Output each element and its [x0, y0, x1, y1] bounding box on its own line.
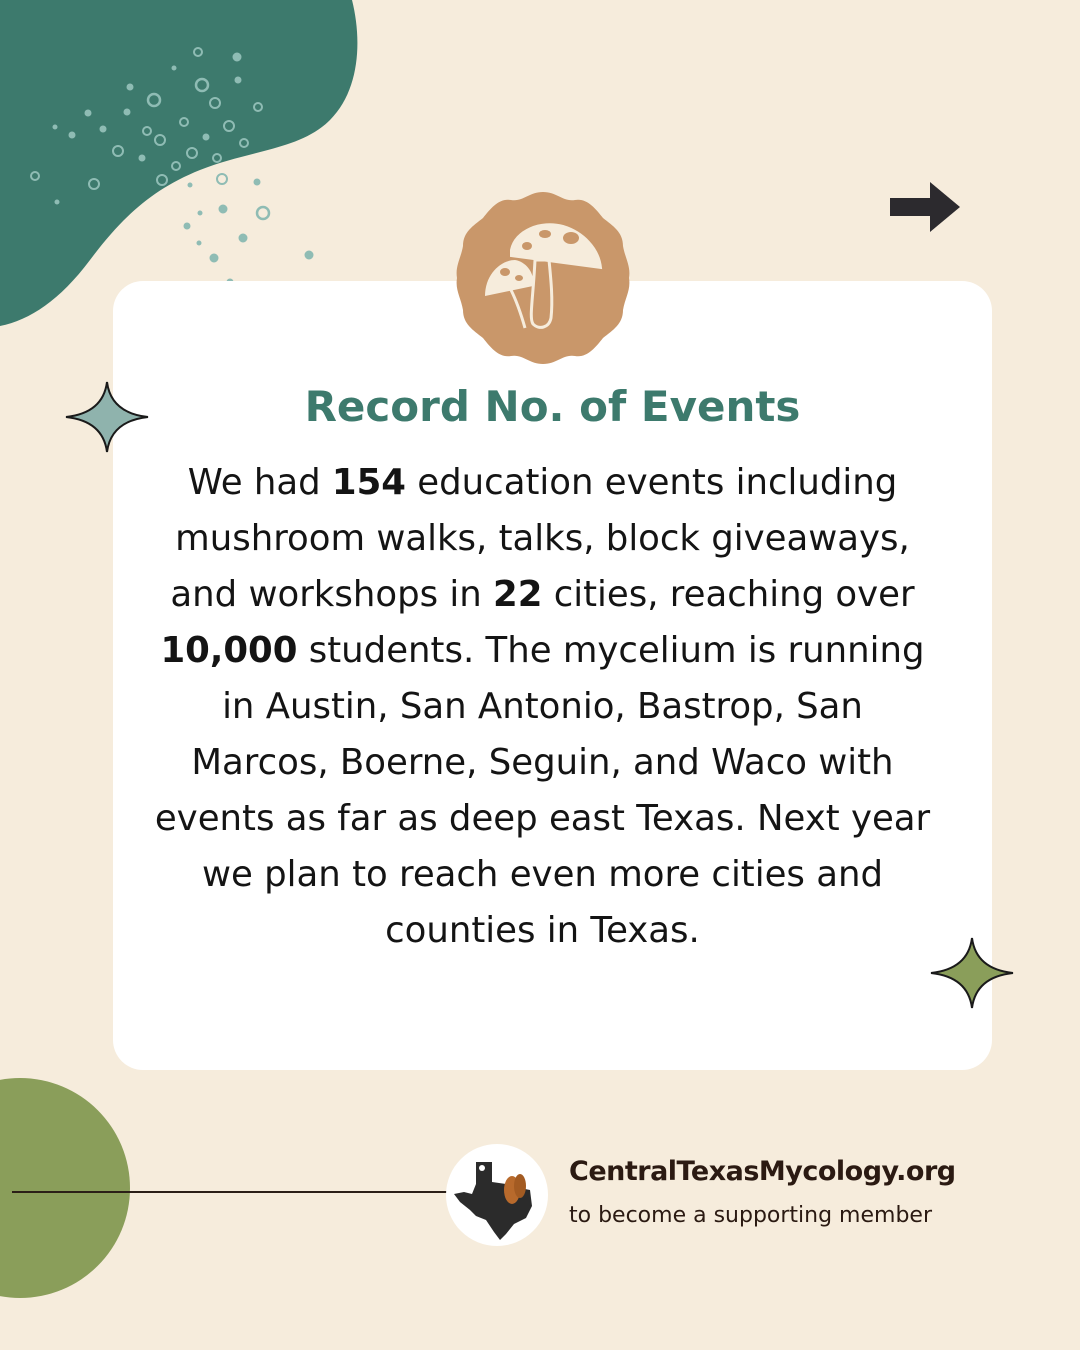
- cities-count: 22: [493, 574, 543, 615]
- card-title: Record No. of Events: [304, 382, 801, 431]
- mushroom-icon: [455, 190, 631, 366]
- students-count: 10,000: [160, 630, 298, 671]
- society-logo[interactable]: [446, 1144, 548, 1246]
- texas-logo-icon: [446, 1144, 548, 1246]
- card-body: [150, 455, 935, 959]
- green-circle: [0, 1078, 130, 1298]
- sparkle-icon: [927, 934, 1017, 1012]
- body-text-1: We had: [187, 462, 332, 503]
- body-text-3: cities, reaching over: [542, 574, 915, 615]
- body-text-2: education events including mushroom walks, talks, block giveaways, and workshops in: [170, 462, 910, 615]
- website-link[interactable]: CentralTexasMycology.org: [569, 1156, 956, 1187]
- arrow-right-icon[interactable]: [886, 178, 964, 236]
- events-count: 154: [331, 462, 407, 503]
- membership-tagline: to become a supporting member: [569, 1203, 932, 1228]
- body-text-4: students. The mycelium is running in Austin, San Antonio, Bastrop, San Marcos, Boerne, Seguin, and Waco with events as far as deep east Texas. Next year we plan to reach even more cities and counties in Texas.: [154, 630, 931, 951]
- footer-divider: [12, 1191, 448, 1193]
